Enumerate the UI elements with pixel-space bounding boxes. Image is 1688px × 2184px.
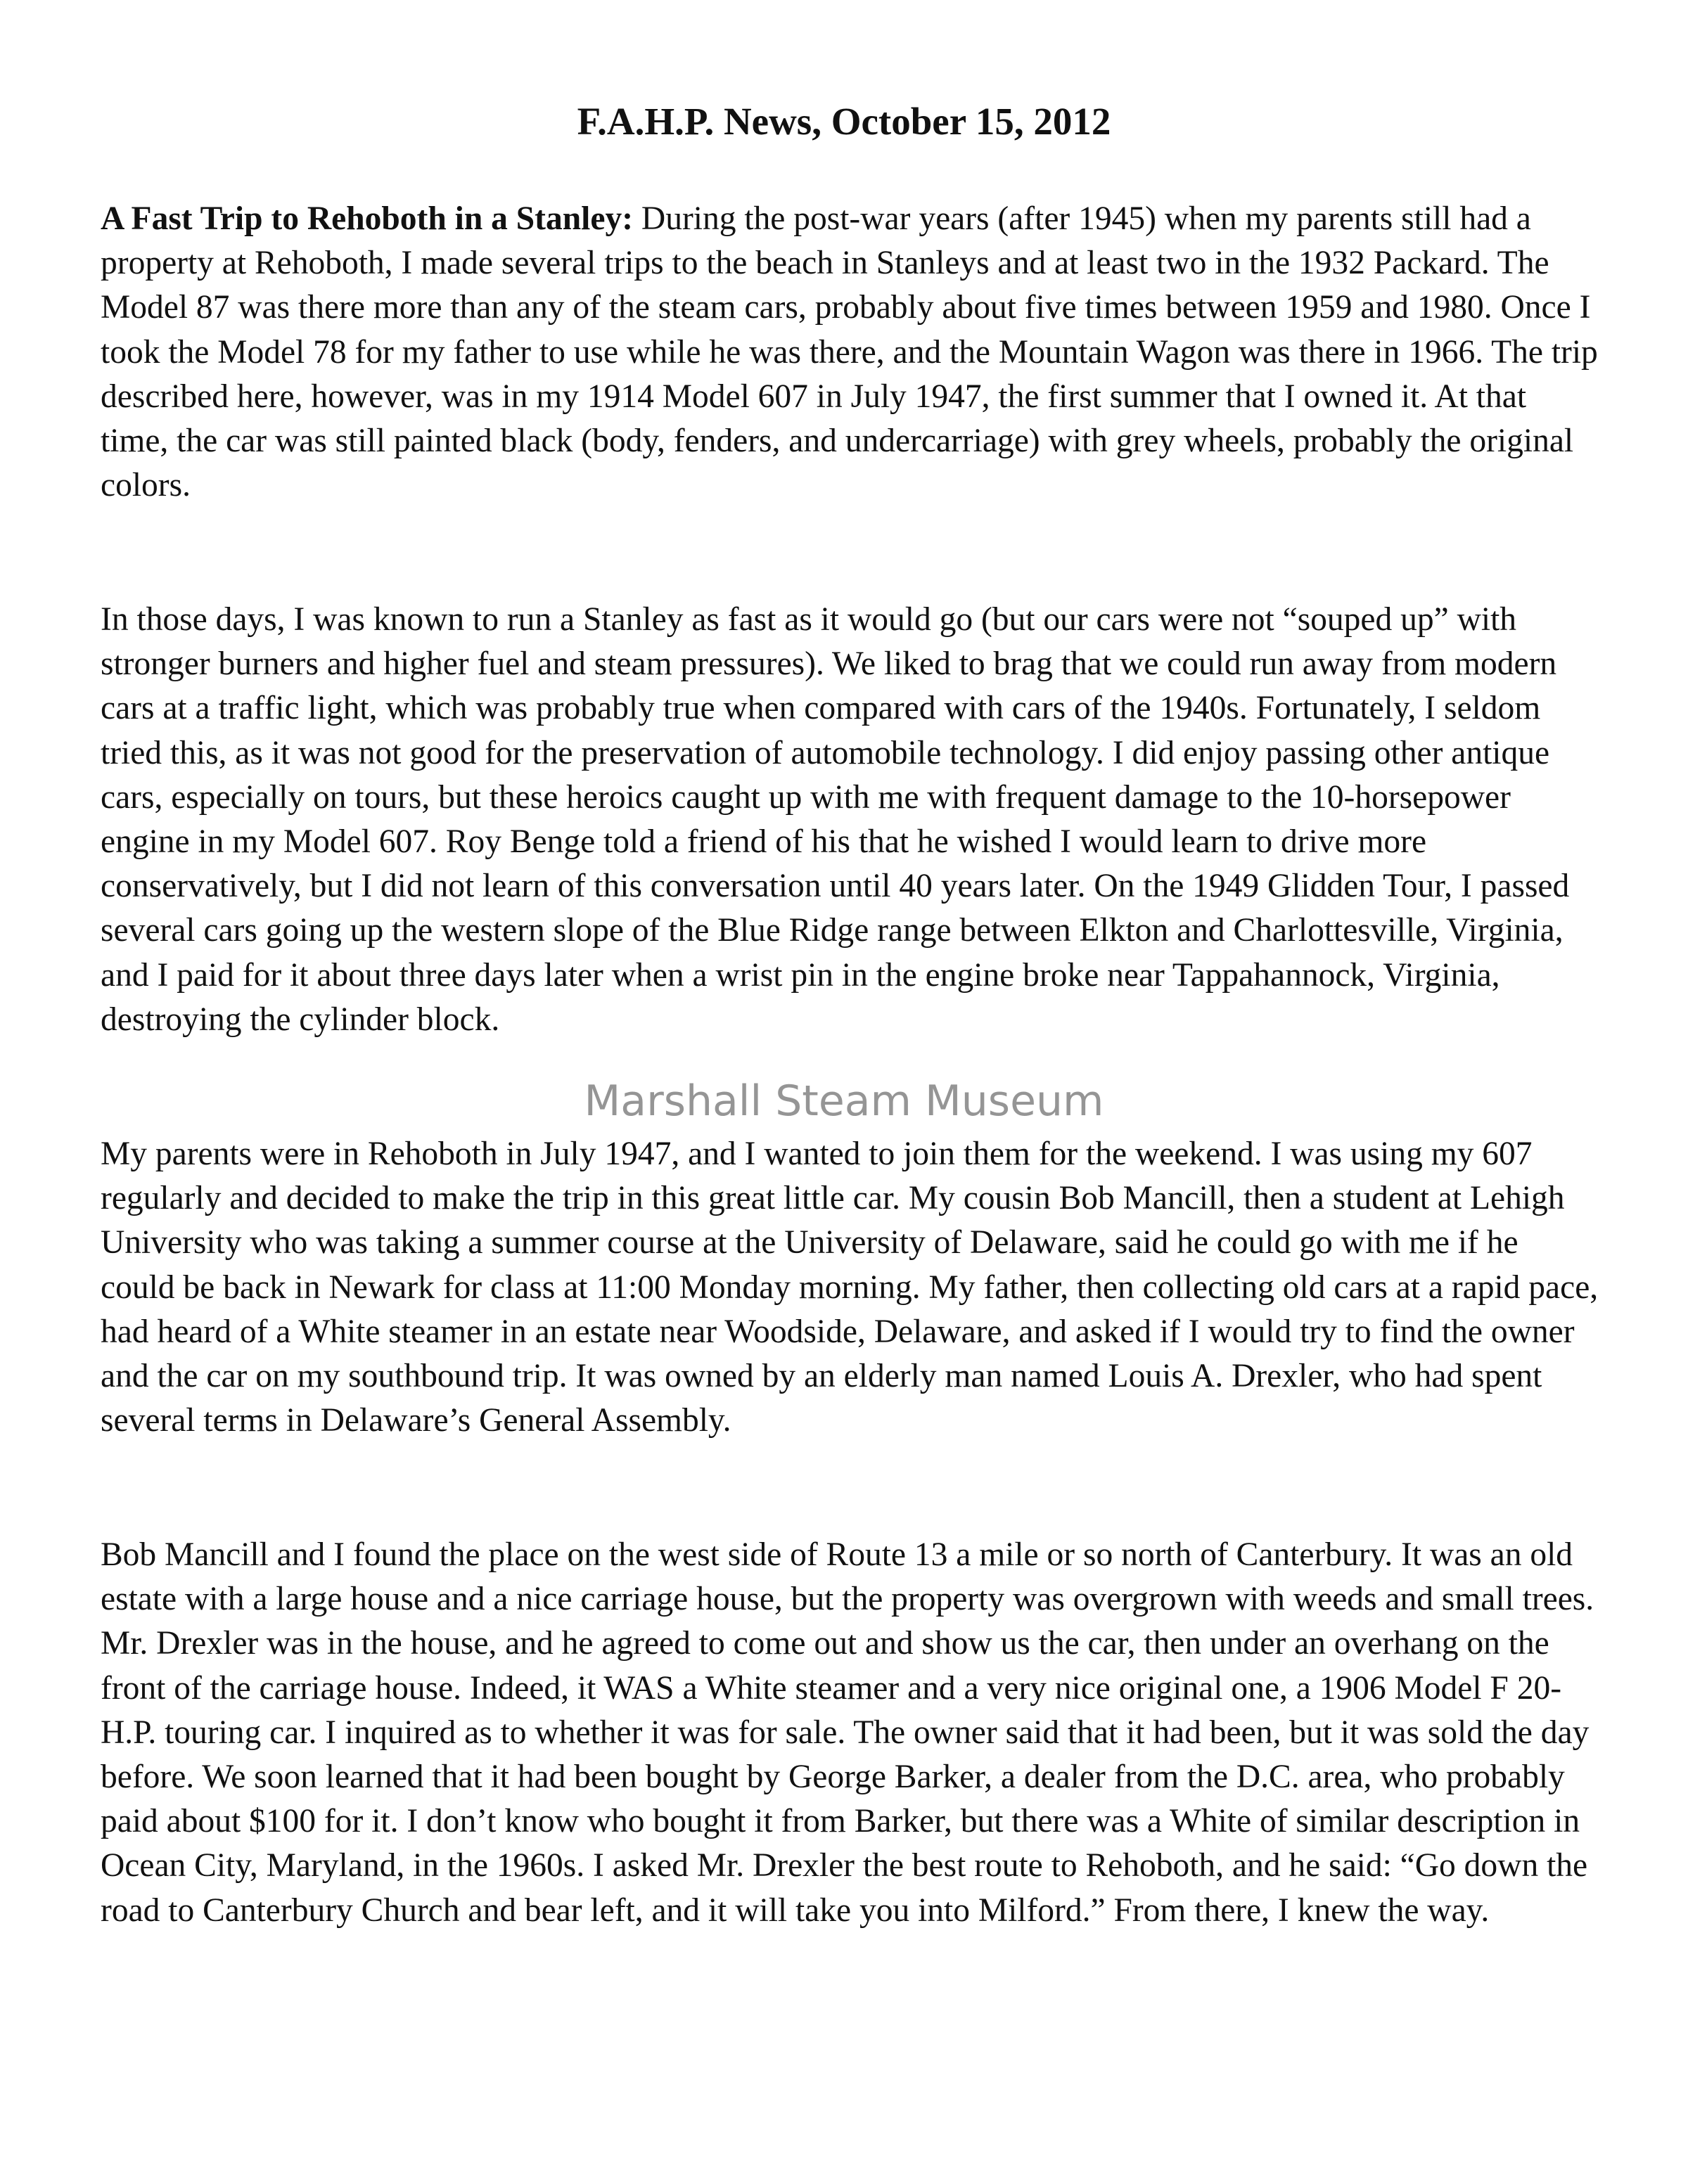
article-paragraph-2: In those days, I was known to run a Stanley as fast as it would go (but our cars were not “souped up” with stronger burners and higher fuel and steam pressures). We liked to brag that we could run away from modern cars at a traffic light, which was probably true when compared with cars of the 1940s. Fortunately, I seldom tried this, as it was not good for the preservation of automobile technology. I did enjoy passing other antique cars, especially on tours, but these heroics caught up with me with frequent damage to the 10-horsepower engine in my Model 607. Roy Benge told a friend of his that he wished I would learn to drive more conservatively, but I did not learn of this conversation until 40 years later. On the 1949 Glidden Tour, I passed several cars going up the western slope of the Blue Ridge range between Elkton and Charlottesville, Virginia, and I paid for it about three days later when a wrist pin in the engine broke near Tappahannock, Virginia, destroying the cylinder block.	[101, 601, 1570, 1038]
article-paragraph-1	[101, 197, 1599, 508]
paragraph-text: During the post-war years (after 1945) when my parents still had a property at Rehoboth, I made several trips to the beach in Stanleys and at least two in the 1932 Packard. The Model 87 was there more than any of the steam cars, probably about five times between 1959 and 1980. Once I took the Model 78 for my father to use while he was there, and the Mountain Wagon was there in 1966. The trip described here, however, was in my 1914 Model 607 in July 1947, the first summer that I owned it. At that time, the car was still painted black (body, fenders, and undercarriage) with grey wheels, probably the original colors.	[101, 200, 1598, 504]
page-title: F.A.H.P. News, October 15, 2012	[577, 100, 1111, 143]
article-heading: A Fast Trip to Rehoboth in a Stanley:	[101, 200, 634, 237]
museum-watermark: Marshall Steam Museum	[584, 1077, 1104, 1126]
article-paragraph-4: Bob Mancill and I found the place on the west side of Route 13 a mile or so north of Canterbury. It was an old estate with a large house and a nice carriage house, but the property was overgrown with weeds and small trees. Mr. Drexler was in the house, and he agreed to come out and show us the car, then under an overhang on the front of the carriage house. Indeed, it WAS a White steamer and a very nice original one, a 1906 Model F 20-H.P. touring car. I inquired as to whether it was for sale. The owner said that it had been, but it was sold the day before. We soon learned that it had been bought by George Barker, a dealer from the D.C. area, who probably paid about $100 for it. I don’t know who bought it from Barker, but there was a White of similar description in Ocean City, Maryland, in the 1960s. I asked Mr. Drexler the best route to Rehoboth, and he said: “Go down the road to Canterbury Church and bear left, and it will take you into Milford.” From there, I knew the way.	[101, 1536, 1594, 1929]
article-paragraph-3: My parents were in Rehoboth in July 1947, and I wanted to join them for the weekend. I was using my 607 regularly and decided to make the trip in this great little car. My cousin Bob Mancill, then a student at Lehigh University who was taking a summer course at the University of Delaware, said he could go with me if he could be back in Newark for class at 11:00 Monday morning. My father, then collecting old cars at a rapid pace, had heard of a White steamer in an estate near Woodside, Delaware, and asked if I would try to find the owner and the car on my southbound trip. It was owned by an elderly man named Louis A. Drexler, who had spent several terms in Delaware’s General Assembly.	[101, 1136, 1599, 1439]
